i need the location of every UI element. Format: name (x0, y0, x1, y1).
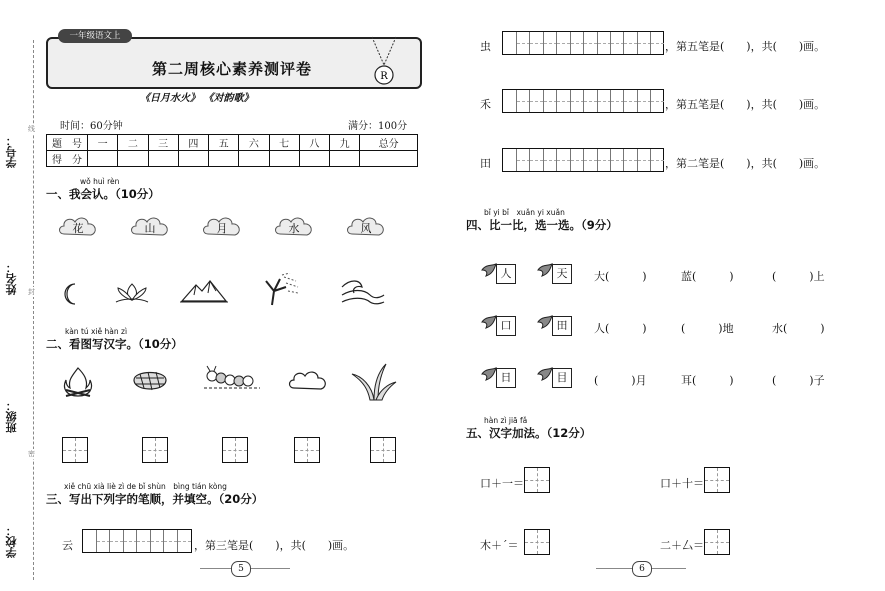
addition-expression: 二＋厶＝ (660, 539, 704, 552)
score-input-cell[interactable] (88, 151, 118, 167)
cloud-char-label: 月 (216, 222, 228, 235)
score-header-cell: 三 (148, 135, 178, 151)
score-input-cell[interactable] (360, 151, 418, 167)
fold-mark-2: 封 (28, 288, 35, 296)
choice-char-box: 天 (552, 264, 572, 284)
stroke-order-grid[interactable] (502, 148, 664, 172)
fill-blank-item[interactable]: 大( ) (594, 270, 647, 283)
cloud-char-yue (202, 214, 242, 240)
section1-title: 一、我会认。（10分） (46, 187, 160, 201)
fill-blank-item[interactable]: 人( ) (594, 322, 647, 335)
score-header-cell: 六 (239, 135, 269, 151)
page-number-left: 5 (231, 561, 251, 577)
answer-grid-box[interactable] (704, 467, 730, 493)
score-header-cell: 一 (88, 135, 118, 151)
writing-grid-box[interactable] (294, 437, 320, 463)
fold-mark-3: 密 (28, 450, 35, 458)
cloud-char-label: 山 (144, 222, 156, 235)
fill-blank-item[interactable]: 水( ) (772, 322, 825, 335)
stroke-char: 云 (62, 539, 73, 552)
fold-mark-1: 线 (28, 125, 35, 133)
score-input-cell[interactable] (269, 151, 299, 167)
section3-title: 三、写出下列字的笔顺，并填空。（20分） (46, 492, 264, 506)
section2-pinyin: kàn tú xiě hàn zì (65, 327, 128, 336)
score-row-label: 得 分 (47, 151, 88, 167)
section4-title: 四、比一比，选一选。（9分） (466, 218, 618, 232)
time-info: 时间：60分钟 (60, 121, 123, 132)
score-header-cell: 题 号 (47, 135, 88, 151)
fill-blank-item[interactable]: ( )月 (594, 374, 647, 387)
score-input-cell[interactable] (178, 151, 208, 167)
cloud-char-label: 花 (72, 222, 84, 235)
lotus-icon (112, 280, 152, 306)
stroke-char: 虫 (480, 40, 491, 53)
lesson-names: 《日月水火》 《对韵歌》 (140, 93, 254, 104)
tree-wind-icon (258, 273, 300, 307)
score-header-cell: 八 (299, 135, 329, 151)
score-header-cell: 总分 (360, 135, 418, 151)
stroke-question-text: ，第五笔是( )，共( )画。 (665, 98, 826, 111)
writing-grid-box[interactable] (222, 437, 248, 463)
stroke-question-text: ，第三笔是( )，共( )画。 (194, 539, 355, 552)
choice-char-box: 目 (552, 368, 572, 388)
answer-grid-box[interactable] (704, 529, 730, 555)
score-header-cell: 二 (118, 135, 148, 151)
score-header-cell: 五 (209, 135, 239, 151)
stroke-char: 禾 (480, 98, 491, 111)
stroke-question-text: ，第二笔是( )，共( )画。 (665, 157, 826, 170)
field-icon (130, 366, 170, 396)
class-label: 班级： (5, 400, 18, 433)
page-number-right: 6 (632, 561, 652, 577)
cloud-char-shui (274, 214, 314, 240)
section1-pinyin: wǒ huì rèn (80, 177, 120, 186)
fill-blank-item[interactable]: 耳( ) (681, 374, 734, 387)
cloud-char-hua (58, 214, 98, 240)
score-table (46, 134, 418, 167)
choice-char-box: 口 (496, 316, 516, 336)
score-input-cell[interactable] (148, 151, 178, 167)
score-input-cell[interactable] (330, 151, 360, 167)
fill-blank-item[interactable]: 蓝( ) (681, 270, 734, 283)
choice-char-box: 人 (496, 264, 516, 284)
section5-title: 五、汉字加法。（12分） (466, 426, 592, 440)
cloud-char-label: 风 (360, 222, 372, 235)
score-table-score-row (47, 151, 418, 167)
grade-tag: 一年级语文上 (58, 29, 132, 43)
answer-grid-box[interactable] (524, 467, 550, 493)
full-score-info: 满分：100分 (348, 121, 408, 132)
section3-pinyin: xiě chū xià liè zì de bǐ shùn bìng tián kòng (64, 482, 227, 491)
writing-grid-box[interactable] (62, 437, 88, 463)
grass-icon (350, 362, 398, 402)
stroke-order-grid[interactable] (502, 89, 664, 113)
section5-pinyin: hàn zì jiā fǎ (484, 416, 528, 425)
addition-expression: 木＋ˊ＝ (480, 539, 519, 552)
stroke-question-text: ，第五笔是( )，共( )画。 (665, 40, 826, 53)
writing-grid-box[interactable] (370, 437, 396, 463)
score-header-cell: 四 (178, 135, 208, 151)
svg-text:R: R (380, 71, 388, 82)
name-label: 姓名： (5, 262, 18, 295)
cloud-char-label: 水 (288, 222, 300, 235)
addition-expression: 口＋一＝ (480, 477, 524, 490)
writing-grid-box[interactable] (142, 437, 168, 463)
school-label: 学校： (5, 525, 18, 558)
cloud-char-shan (130, 214, 170, 240)
fire-icon (62, 366, 94, 400)
fill-blank-item[interactable]: ( )上 (772, 270, 825, 283)
score-table-header-row (47, 135, 418, 151)
caterpillar-icon (204, 364, 260, 394)
score-input-cell[interactable] (299, 151, 329, 167)
cloud-char-feng (346, 214, 386, 240)
stroke-char: 田 (480, 157, 491, 170)
score-input-cell[interactable] (118, 151, 148, 167)
score-header-cell: 九 (330, 135, 360, 151)
score-input-cell[interactable] (239, 151, 269, 167)
binding-dashed-line (33, 40, 34, 580)
stroke-order-grid[interactable] (82, 529, 192, 553)
fill-blank-item[interactable]: ( )子 (772, 374, 825, 387)
student-id-label: 学号： (5, 135, 18, 168)
section4-pinyin: bǐ yi bǐ xuǎn yi xuǎn (484, 208, 565, 217)
choice-char-box: 日 (496, 368, 516, 388)
score-header-cell: 七 (269, 135, 299, 151)
medal-icon (366, 35, 402, 87)
stroke-order-grid[interactable] (502, 31, 664, 55)
section2-title: 二、看图写汉字。（10分） (46, 337, 183, 351)
water-icon (340, 277, 386, 307)
page-title: 第二周核心素养测评卷 (151, 60, 312, 78)
answer-grid-box[interactable] (524, 529, 550, 555)
choice-char-box: 田 (552, 316, 572, 336)
fill-blank-item[interactable]: ( )地 (681, 322, 734, 335)
cloud-icon (288, 368, 328, 394)
score-input-cell[interactable] (209, 151, 239, 167)
moon-icon (60, 281, 84, 307)
mountain-icon (180, 277, 228, 305)
addition-expression: 口＋十＝ (660, 477, 704, 490)
